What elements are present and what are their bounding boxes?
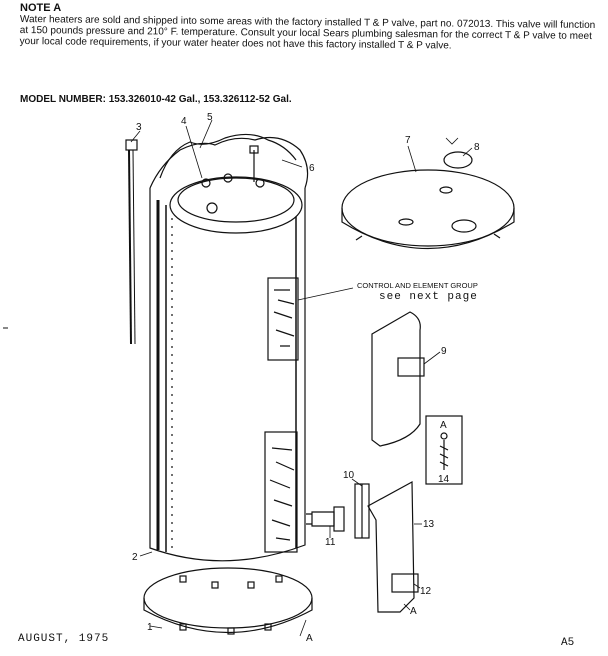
- part-label-13: 13: [423, 519, 435, 530]
- part-label-8: 8: [474, 142, 480, 153]
- part-label-11: 11: [325, 537, 336, 548]
- note-a-marker-screw: A: [440, 420, 447, 431]
- upper-access-panel: [372, 312, 424, 446]
- anode-rod: [126, 140, 137, 344]
- part-label-5: 5: [207, 112, 213, 123]
- note-body: Water heaters are sold and shipped into some areas with the factory installed T & P valve, part no. 072013. This valve will function at 150 pounds pressure and 210° F. temperature. Consult your local Sears plumbing salesman for the correct T & P valve to meet your local code requirements, if your water heater does not have this factory installed T & P valve.: [19, 14, 596, 52]
- control-group-callout: CONTROL AND ELEMENT GROUP: [357, 281, 478, 290]
- drain-valve: [306, 507, 344, 531]
- model-number: MODEL NUMBER: 153.326010-42 Gal., 153.326112-52 Gal.: [20, 94, 292, 105]
- part-label-12: 12: [420, 586, 432, 597]
- note-title: NOTE A: [20, 2, 62, 14]
- part-label-9: 9: [441, 346, 447, 357]
- part-label-10: 10: [343, 470, 355, 481]
- part-label-2: 2: [132, 552, 138, 563]
- inner-tank-top: [170, 146, 302, 233]
- part-label-1: 1: [147, 622, 153, 633]
- base-pan: [144, 568, 312, 634]
- top-cover: [342, 152, 514, 249]
- footer-page-number: A5: [561, 637, 575, 649]
- footer-date: AUGUST, 1975: [18, 633, 110, 645]
- tp-valve: [355, 484, 369, 538]
- part-label-4: 4: [181, 116, 187, 127]
- lower-access-panel: [368, 482, 418, 612]
- part-label-6: 6: [309, 163, 315, 174]
- part-label-14: 14: [438, 474, 450, 485]
- note-a-marker-base: A: [306, 633, 313, 644]
- see-next-page: see next page: [379, 291, 478, 303]
- part-label-7: 7: [405, 135, 411, 146]
- note-a-marker-panel: A: [410, 606, 417, 617]
- part-label-3: 3: [136, 122, 142, 133]
